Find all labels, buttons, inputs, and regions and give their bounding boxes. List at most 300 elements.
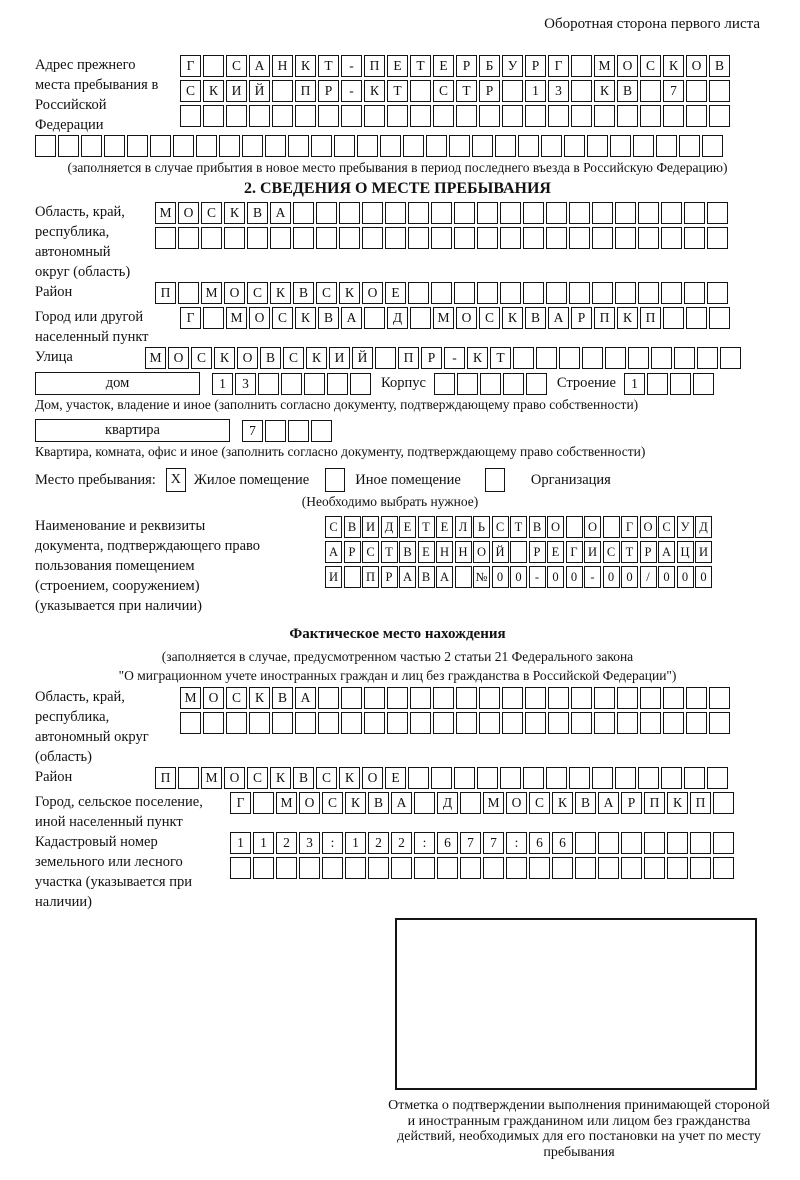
char-cell[interactable] xyxy=(456,712,477,734)
char-cell[interactable]: № xyxy=(473,566,490,588)
char-cell[interactable]: А xyxy=(391,792,412,814)
char-cell[interactable]: О xyxy=(299,792,320,814)
char-cell[interactable] xyxy=(582,347,603,369)
char-cell[interactable]: С xyxy=(316,282,337,304)
char-cell[interactable] xyxy=(364,105,385,127)
char-cell[interactable]: С xyxy=(362,541,379,563)
char-cell[interactable]: В xyxy=(525,307,546,329)
char-cell[interactable] xyxy=(293,227,314,249)
char-cell[interactable] xyxy=(502,80,523,102)
char-cell[interactable] xyxy=(203,55,224,77)
char-cell[interactable] xyxy=(628,347,649,369)
char-cell[interactable] xyxy=(403,135,424,157)
char-cell[interactable] xyxy=(299,857,320,879)
char-cell[interactable] xyxy=(674,347,695,369)
char-cell[interactable] xyxy=(272,80,293,102)
char-cell[interactable] xyxy=(686,712,707,734)
char-cell[interactable]: О xyxy=(178,202,199,224)
char-cell[interactable]: А xyxy=(548,307,569,329)
char-cell[interactable] xyxy=(686,307,707,329)
char-cell[interactable]: К xyxy=(306,347,327,369)
char-cell[interactable] xyxy=(502,105,523,127)
char-cell[interactable] xyxy=(500,227,521,249)
char-cell[interactable] xyxy=(686,80,707,102)
char-cell[interactable] xyxy=(709,80,730,102)
char-cell[interactable] xyxy=(661,282,682,304)
char-cell[interactable] xyxy=(242,135,263,157)
char-cell[interactable] xyxy=(339,227,360,249)
char-cell[interactable] xyxy=(598,857,619,879)
char-cell[interactable] xyxy=(684,282,705,304)
char-cell[interactable] xyxy=(345,857,366,879)
char-cell[interactable]: О xyxy=(584,516,601,538)
char-cell[interactable] xyxy=(318,687,339,709)
char-cell[interactable] xyxy=(258,373,279,395)
char-cell[interactable]: С xyxy=(201,202,222,224)
char-cell[interactable] xyxy=(495,135,516,157)
char-cell[interactable]: М xyxy=(433,307,454,329)
char-cell[interactable] xyxy=(610,135,631,157)
char-cell[interactable] xyxy=(437,857,458,879)
char-cell[interactable] xyxy=(503,373,524,395)
char-cell[interactable] xyxy=(344,566,361,588)
char-cell[interactable] xyxy=(559,347,580,369)
char-cell[interactable] xyxy=(456,687,477,709)
char-cell[interactable]: О xyxy=(237,347,258,369)
char-cell[interactable]: С xyxy=(479,307,500,329)
char-cell[interactable] xyxy=(592,202,613,224)
char-cell[interactable] xyxy=(526,373,547,395)
char-cell[interactable]: Т xyxy=(410,55,431,77)
char-cell[interactable] xyxy=(615,227,636,249)
char-cell[interactable] xyxy=(546,282,567,304)
char-cell[interactable] xyxy=(541,135,562,157)
char-cell[interactable]: К xyxy=(270,767,291,789)
char-cell[interactable] xyxy=(375,347,396,369)
char-cell[interactable]: К xyxy=(339,767,360,789)
char-cell[interactable]: 2 xyxy=(368,832,389,854)
char-cell[interactable] xyxy=(281,373,302,395)
char-cell[interactable] xyxy=(663,687,684,709)
char-cell[interactable] xyxy=(410,80,431,102)
char-cell[interactable] xyxy=(410,687,431,709)
char-cell[interactable]: П xyxy=(690,792,711,814)
char-cell[interactable] xyxy=(454,227,475,249)
char-cell[interactable]: М xyxy=(483,792,504,814)
char-cell[interactable] xyxy=(385,202,406,224)
char-cell[interactable] xyxy=(684,227,705,249)
char-cell[interactable]: Т xyxy=(490,347,511,369)
char-cell[interactable] xyxy=(720,347,741,369)
char-cell[interactable] xyxy=(288,135,309,157)
char-cell[interactable]: О xyxy=(473,541,490,563)
char-cell[interactable]: М xyxy=(145,347,166,369)
char-cell[interactable] xyxy=(288,420,309,442)
char-cell[interactable]: 6 xyxy=(552,832,573,854)
char-cell[interactable]: К xyxy=(617,307,638,329)
char-cell[interactable] xyxy=(592,282,613,304)
char-cell[interactable]: 0 xyxy=(658,566,675,588)
char-cell[interactable]: К xyxy=(224,202,245,224)
char-cell[interactable] xyxy=(362,227,383,249)
char-cell[interactable] xyxy=(433,712,454,734)
char-cell[interactable] xyxy=(502,687,523,709)
char-cell[interactable]: В xyxy=(293,282,314,304)
char-cell[interactable]: С xyxy=(283,347,304,369)
char-cell[interactable] xyxy=(253,857,274,879)
char-cell[interactable]: А xyxy=(658,541,675,563)
char-cell[interactable]: И xyxy=(362,516,379,538)
char-cell[interactable]: Д xyxy=(387,307,408,329)
char-cell[interactable] xyxy=(350,373,371,395)
char-cell[interactable] xyxy=(226,105,247,127)
char-cell[interactable] xyxy=(571,55,592,77)
char-cell[interactable] xyxy=(304,373,325,395)
char-cell[interactable] xyxy=(709,307,730,329)
char-cell[interactable] xyxy=(414,792,435,814)
char-cell[interactable]: В xyxy=(399,541,416,563)
char-cell[interactable] xyxy=(318,712,339,734)
char-cell[interactable]: 7 xyxy=(663,80,684,102)
char-cell[interactable] xyxy=(479,105,500,127)
char-cell[interactable]: А xyxy=(436,566,453,588)
char-cell[interactable] xyxy=(362,202,383,224)
char-cell[interactable] xyxy=(316,202,337,224)
char-cell[interactable]: К xyxy=(594,80,615,102)
char-cell[interactable]: В xyxy=(368,792,389,814)
char-cell[interactable]: К xyxy=(295,55,316,77)
char-cell[interactable] xyxy=(180,712,201,734)
char-cell[interactable]: Й xyxy=(249,80,270,102)
char-cell[interactable]: М xyxy=(226,307,247,329)
char-cell[interactable] xyxy=(426,135,447,157)
char-cell[interactable]: У xyxy=(502,55,523,77)
char-cell[interactable] xyxy=(640,80,661,102)
char-cell[interactable]: В xyxy=(617,80,638,102)
char-cell[interactable] xyxy=(525,105,546,127)
char-cell[interactable]: И xyxy=(695,541,712,563)
char-cell[interactable]: Т xyxy=(456,80,477,102)
char-cell[interactable] xyxy=(265,420,286,442)
char-cell[interactable]: 7 xyxy=(460,832,481,854)
char-cell[interactable] xyxy=(617,712,638,734)
char-cell[interactable]: П xyxy=(364,55,385,77)
char-cell[interactable] xyxy=(707,202,728,224)
char-cell[interactable]: 0 xyxy=(566,566,583,588)
char-cell[interactable] xyxy=(272,712,293,734)
char-cell[interactable] xyxy=(644,832,665,854)
char-cell[interactable] xyxy=(684,767,705,789)
char-cell[interactable] xyxy=(617,687,638,709)
char-cell[interactable] xyxy=(523,227,544,249)
char-cell[interactable] xyxy=(506,857,527,879)
char-cell[interactable] xyxy=(477,282,498,304)
char-cell[interactable]: 0 xyxy=(621,566,638,588)
char-cell[interactable] xyxy=(408,202,429,224)
char-cell[interactable] xyxy=(477,227,498,249)
char-cell[interactable]: П xyxy=(640,307,661,329)
char-cell[interactable] xyxy=(433,687,454,709)
char-cell[interactable]: Е xyxy=(385,282,406,304)
char-cell[interactable] xyxy=(575,832,596,854)
char-cell[interactable] xyxy=(638,227,659,249)
char-cell[interactable]: В xyxy=(247,202,268,224)
char-cell[interactable] xyxy=(203,307,224,329)
char-cell[interactable]: П xyxy=(295,80,316,102)
char-cell[interactable]: 6 xyxy=(529,832,550,854)
char-cell[interactable] xyxy=(364,687,385,709)
char-cell[interactable] xyxy=(621,857,642,879)
char-cell[interactable] xyxy=(523,202,544,224)
char-cell[interactable]: 0 xyxy=(547,566,564,588)
char-cell[interactable]: Е xyxy=(385,767,406,789)
char-cell[interactable] xyxy=(318,105,339,127)
char-cell[interactable]: С xyxy=(603,541,620,563)
char-cell[interactable] xyxy=(571,687,592,709)
char-cell[interactable]: - xyxy=(529,566,546,588)
char-cell[interactable]: Д xyxy=(437,792,458,814)
char-cell[interactable] xyxy=(529,857,550,879)
char-cell[interactable] xyxy=(633,135,654,157)
char-cell[interactable] xyxy=(615,202,636,224)
char-cell[interactable] xyxy=(546,202,567,224)
char-cell[interactable] xyxy=(569,202,590,224)
char-cell[interactable]: В xyxy=(293,767,314,789)
char-cell[interactable]: С xyxy=(247,282,268,304)
char-cell[interactable] xyxy=(656,135,677,157)
char-cell[interactable] xyxy=(480,373,501,395)
char-cell[interactable]: В xyxy=(418,566,435,588)
char-cell[interactable]: 0 xyxy=(603,566,620,588)
char-cell[interactable] xyxy=(295,712,316,734)
char-cell[interactable] xyxy=(150,135,171,157)
char-cell[interactable] xyxy=(500,282,521,304)
char-cell[interactable] xyxy=(587,135,608,157)
char-cell[interactable] xyxy=(322,857,343,879)
char-cell[interactable]: С xyxy=(316,767,337,789)
char-cell[interactable]: К xyxy=(203,80,224,102)
char-cell[interactable]: О xyxy=(547,516,564,538)
char-cell[interactable] xyxy=(670,373,691,395)
char-cell[interactable] xyxy=(408,282,429,304)
char-cell[interactable]: С xyxy=(492,516,509,538)
char-cell[interactable] xyxy=(357,135,378,157)
char-cell[interactable] xyxy=(594,712,615,734)
char-cell[interactable] xyxy=(617,105,638,127)
char-cell[interactable] xyxy=(684,202,705,224)
char-cell[interactable] xyxy=(525,687,546,709)
char-cell[interactable] xyxy=(341,712,362,734)
char-cell[interactable]: - xyxy=(444,347,465,369)
char-cell[interactable]: 2 xyxy=(276,832,297,854)
char-cell[interactable]: С xyxy=(272,307,293,329)
char-cell[interactable] xyxy=(523,282,544,304)
char-cell[interactable]: О xyxy=(224,282,245,304)
char-cell[interactable] xyxy=(663,712,684,734)
char-cell[interactable] xyxy=(546,767,567,789)
char-cell[interactable] xyxy=(615,767,636,789)
char-cell[interactable] xyxy=(667,857,688,879)
char-cell[interactable]: А xyxy=(341,307,362,329)
char-cell[interactable]: К xyxy=(270,282,291,304)
char-cell[interactable] xyxy=(592,227,613,249)
char-cell[interactable] xyxy=(431,282,452,304)
char-cell[interactable]: М xyxy=(180,687,201,709)
char-cell[interactable] xyxy=(594,105,615,127)
char-cell[interactable] xyxy=(615,282,636,304)
char-cell[interactable]: : xyxy=(506,832,527,854)
char-cell[interactable]: Р xyxy=(525,55,546,77)
char-cell[interactable] xyxy=(454,202,475,224)
char-cell[interactable] xyxy=(663,105,684,127)
char-cell[interactable]: 1 xyxy=(624,373,645,395)
char-cell[interactable]: 7 xyxy=(483,832,504,854)
char-cell[interactable]: 1 xyxy=(212,373,233,395)
char-cell[interactable] xyxy=(661,227,682,249)
char-cell[interactable] xyxy=(249,712,270,734)
char-cell[interactable] xyxy=(707,767,728,789)
char-cell[interactable]: М xyxy=(201,282,222,304)
char-cell[interactable]: 1 xyxy=(230,832,251,854)
char-cell[interactable] xyxy=(203,712,224,734)
char-cell[interactable] xyxy=(35,135,56,157)
other-premises-checkbox[interactable] xyxy=(325,468,345,492)
char-cell[interactable]: Е xyxy=(399,516,416,538)
char-cell[interactable] xyxy=(431,767,452,789)
char-cell[interactable] xyxy=(410,712,431,734)
char-cell[interactable] xyxy=(690,857,711,879)
char-cell[interactable]: П xyxy=(155,767,176,789)
char-cell[interactable] xyxy=(58,135,79,157)
char-cell[interactable] xyxy=(387,105,408,127)
char-cell[interactable] xyxy=(569,282,590,304)
char-cell[interactable] xyxy=(272,105,293,127)
char-cell[interactable]: В xyxy=(344,516,361,538)
char-cell[interactable] xyxy=(253,792,274,814)
char-cell[interactable] xyxy=(387,712,408,734)
char-cell[interactable]: У xyxy=(677,516,694,538)
char-cell[interactable]: Р xyxy=(479,80,500,102)
char-cell[interactable]: 3 xyxy=(235,373,256,395)
char-cell[interactable] xyxy=(479,687,500,709)
char-cell[interactable] xyxy=(477,767,498,789)
char-cell[interactable] xyxy=(180,105,201,127)
char-cell[interactable]: И xyxy=(226,80,247,102)
char-cell[interactable] xyxy=(276,857,297,879)
char-cell[interactable]: О xyxy=(224,767,245,789)
char-cell[interactable]: Р xyxy=(318,80,339,102)
char-cell[interactable] xyxy=(155,227,176,249)
char-cell[interactable] xyxy=(414,857,435,879)
char-cell[interactable] xyxy=(713,792,734,814)
char-cell[interactable]: И xyxy=(325,566,342,588)
char-cell[interactable] xyxy=(693,373,714,395)
char-cell[interactable] xyxy=(575,857,596,879)
char-cell[interactable] xyxy=(546,227,567,249)
char-cell[interactable]: Д xyxy=(695,516,712,538)
char-cell[interactable]: М xyxy=(276,792,297,814)
char-cell[interactable] xyxy=(364,712,385,734)
char-cell[interactable]: Л xyxy=(455,516,472,538)
char-cell[interactable]: Р xyxy=(381,566,398,588)
char-cell[interactable] xyxy=(104,135,125,157)
char-cell[interactable] xyxy=(702,135,723,157)
char-cell[interactable] xyxy=(536,347,557,369)
char-cell[interactable] xyxy=(598,832,619,854)
char-cell[interactable]: О xyxy=(617,55,638,77)
char-cell[interactable] xyxy=(709,105,730,127)
char-cell[interactable] xyxy=(449,135,470,157)
char-cell[interactable]: С xyxy=(433,80,454,102)
char-cell[interactable] xyxy=(707,282,728,304)
char-cell[interactable] xyxy=(707,227,728,249)
char-cell[interactable]: С xyxy=(226,55,247,77)
char-cell[interactable] xyxy=(647,373,668,395)
char-cell[interactable] xyxy=(230,857,251,879)
char-cell[interactable] xyxy=(709,712,730,734)
char-cell[interactable] xyxy=(81,135,102,157)
char-cell[interactable]: 1 xyxy=(525,80,546,102)
char-cell[interactable] xyxy=(621,832,642,854)
char-cell[interactable] xyxy=(387,687,408,709)
char-cell[interactable] xyxy=(690,832,711,854)
char-cell[interactable] xyxy=(203,105,224,127)
char-cell[interactable]: - xyxy=(584,566,601,588)
char-cell[interactable] xyxy=(548,105,569,127)
char-cell[interactable]: Г xyxy=(548,55,569,77)
char-cell[interactable]: С xyxy=(322,792,343,814)
char-cell[interactable] xyxy=(327,373,348,395)
char-cell[interactable]: Е xyxy=(418,541,435,563)
char-cell[interactable]: С xyxy=(658,516,675,538)
char-cell[interactable]: Г xyxy=(230,792,251,814)
char-cell[interactable] xyxy=(433,105,454,127)
char-cell[interactable] xyxy=(500,202,521,224)
char-cell[interactable]: Р xyxy=(621,792,642,814)
char-cell[interactable] xyxy=(713,832,734,854)
char-cell[interactable] xyxy=(552,857,573,879)
char-cell[interactable]: В xyxy=(272,687,293,709)
char-cell[interactable]: В xyxy=(260,347,281,369)
char-cell[interactable] xyxy=(713,857,734,879)
char-cell[interactable]: М xyxy=(594,55,615,77)
char-cell[interactable] xyxy=(178,227,199,249)
char-cell[interactable] xyxy=(686,687,707,709)
char-cell[interactable] xyxy=(518,135,539,157)
char-cell[interactable] xyxy=(571,80,592,102)
char-cell[interactable] xyxy=(460,792,481,814)
char-cell[interactable]: 1 xyxy=(345,832,366,854)
char-cell[interactable]: / xyxy=(640,566,657,588)
char-cell[interactable] xyxy=(640,712,661,734)
char-cell[interactable] xyxy=(483,857,504,879)
char-cell[interactable]: П xyxy=(362,566,379,588)
char-cell[interactable]: П xyxy=(155,282,176,304)
char-cell[interactable] xyxy=(709,687,730,709)
char-cell[interactable]: Р xyxy=(344,541,361,563)
char-cell[interactable]: - xyxy=(341,80,362,102)
char-cell[interactable]: 0 xyxy=(677,566,694,588)
char-cell[interactable] xyxy=(594,687,615,709)
char-cell[interactable] xyxy=(640,105,661,127)
char-cell[interactable]: Г xyxy=(180,307,201,329)
char-cell[interactable] xyxy=(454,767,475,789)
char-cell[interactable]: М xyxy=(155,202,176,224)
char-cell[interactable] xyxy=(265,135,286,157)
char-cell[interactable]: О xyxy=(249,307,270,329)
char-cell[interactable]: К xyxy=(339,282,360,304)
char-cell[interactable]: Г xyxy=(566,541,583,563)
